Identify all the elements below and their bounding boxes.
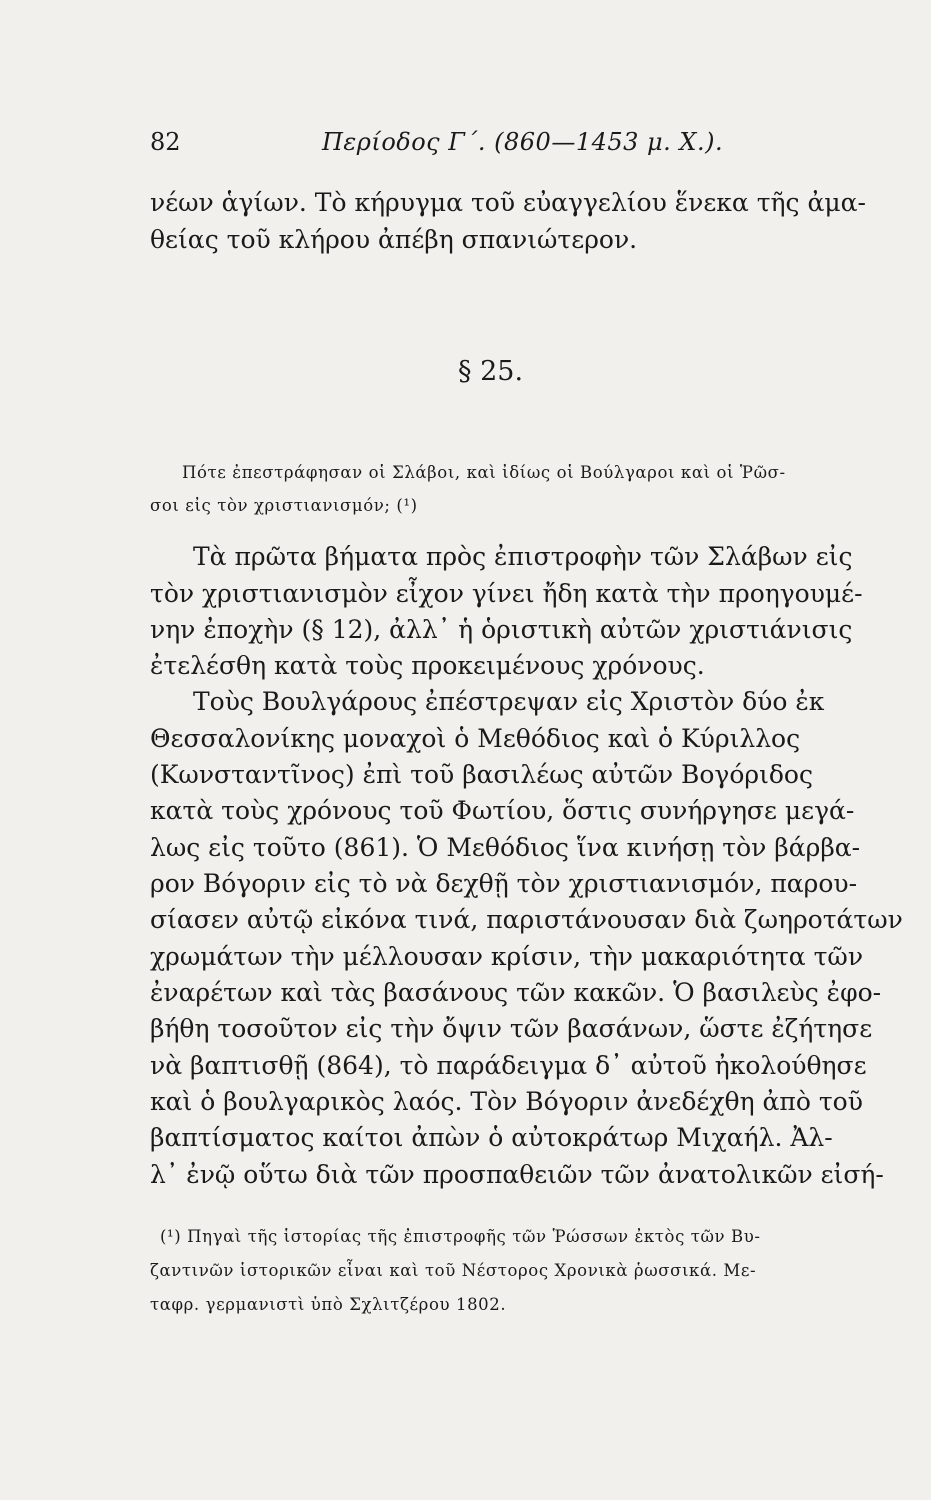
- paragraph-line: ἐτελέσθη κατὰ τοὺς προκειμένους χρόνους.: [150, 651, 705, 680]
- paragraph-line: Τὰ πρῶτα βήματα πρὸς ἐπιστροφὴν τῶν Σλάβων εἰς: [193, 542, 853, 571]
- footnote-line: ταφρ. γερμανιστὶ ὑπὸ Σχλιτζέρου 1802.: [150, 1295, 507, 1314]
- paragraph-line: ἐναρέτων καὶ τὰς βασάνους τῶν κακῶν. Ὁ βασιλεὺς ἐφο-: [150, 978, 882, 1007]
- section-question-line: σοι εἰς τὸν χριστιανισμόν; (¹): [150, 496, 418, 515]
- paragraph-line: σίασεν αὐτῷ εἰκόνα τινά, παριστάνουσαν διὰ ζωηροτάτων: [150, 905, 903, 934]
- paragraph-line: τὸν χριστιανισμὸν εἶχον γίνει ἤδη κατὰ τὴν προηγουμέ-: [150, 579, 863, 608]
- page-header: [150, 128, 850, 168]
- paragraph-line: Θεσσαλονίκης μοναχοὶ ὁ Μεθόδιος καὶ ὁ Κύριλλος: [150, 724, 801, 753]
- page-number: 82: [150, 128, 181, 156]
- paragraph-line: καὶ ὁ βουλγαρικὸς λαός. Τὸν Βόγοριν ἀνεδέχθη ἀπὸ τοῦ: [150, 1087, 863, 1116]
- footnote-line: ζαντινῶν ἱστορικῶν εἶναι καὶ τοῦ Νέστορος Χρονικὰ ῥωσσικά. Με-: [150, 1261, 757, 1280]
- footnote-line: (¹) Πηγαὶ τῆς ἱστορίας τῆς ἐπιστροφῆς τῶν Ῥώσσων ἐκτὸς τῶν Βυ-: [160, 1227, 761, 1246]
- paragraph-line: βαπτίσματος καίτοι ἀπὼν ὁ αὐτοκράτωρ Μιχαήλ. Ἀλ-: [150, 1123, 833, 1152]
- section-question-line: Πότε ἐπεστράφησαν οἱ Σλάβοι, καὶ ἰδίως οἱ Βούλγαροι καὶ οἱ Ῥῶσ-: [182, 463, 786, 482]
- paragraph-line: λως εἰς τοῦτο (861). Ὁ Μεθόδιος ἵνα κινήσῃ τὸν βάρβα-: [150, 833, 861, 862]
- paragraph-line: κατὰ τοὺς χρόνους τοῦ Φωτίου, ὅστις συνήργησε μεγά-: [150, 796, 855, 825]
- paragraph-line: νὰ βαπτισθῇ (864), τὸ παράδειγμα δ᾽ αὐτοῦ ἠκολούθησε: [150, 1051, 867, 1080]
- paragraph-line: βήθη τοσοῦτον εἰς τὴν ὄψιν τῶν βασάνων, ὥστε ἐζήτησε: [150, 1014, 873, 1043]
- body-line: νέων ἁγίων. Τὸ κήρυγμα τοῦ εὐαγγελίου ἕνεκα τῆς ἀμα-: [150, 188, 866, 217]
- paragraph-line: νην ἐποχὴν (§ 12), ἀλλ᾽ ἡ ὁριστικὴ αὐτῶν χριστιάνισις: [150, 615, 853, 644]
- paragraph-line: χρωμάτων τὴν μέλλουσαν κρίσιν, τὴν μακαριότητα τῶν: [150, 942, 864, 971]
- section-heading: § 25.: [458, 356, 524, 387]
- body-line: θείας τοῦ κλήρου ἀπέβη σπανιώτερον.: [150, 225, 638, 254]
- paragraph-line: (Κωνσταντῖνος) ἐπὶ τοῦ βασιλέως αὐτῶν Βογόριδος: [150, 760, 813, 789]
- paragraph-line: Τοὺς Βουλγάρους ἐπέστρεψαν εἰς Χριστὸν δύο ἐκ: [193, 687, 825, 716]
- paragraph-line: ρον Βόγοριν εἰς τὸ νὰ δεχθῇ τὸν χριστιανισμόν, παρου-: [150, 869, 858, 898]
- paragraph-line: λ᾽ ἐνῷ οὕτω διὰ τῶν προσπαθειῶν τῶν ἀνατολικῶν εἰσή-: [150, 1160, 884, 1189]
- running-head: Περίοδος Γ΄. (860—1453 μ. Χ.).: [322, 128, 724, 156]
